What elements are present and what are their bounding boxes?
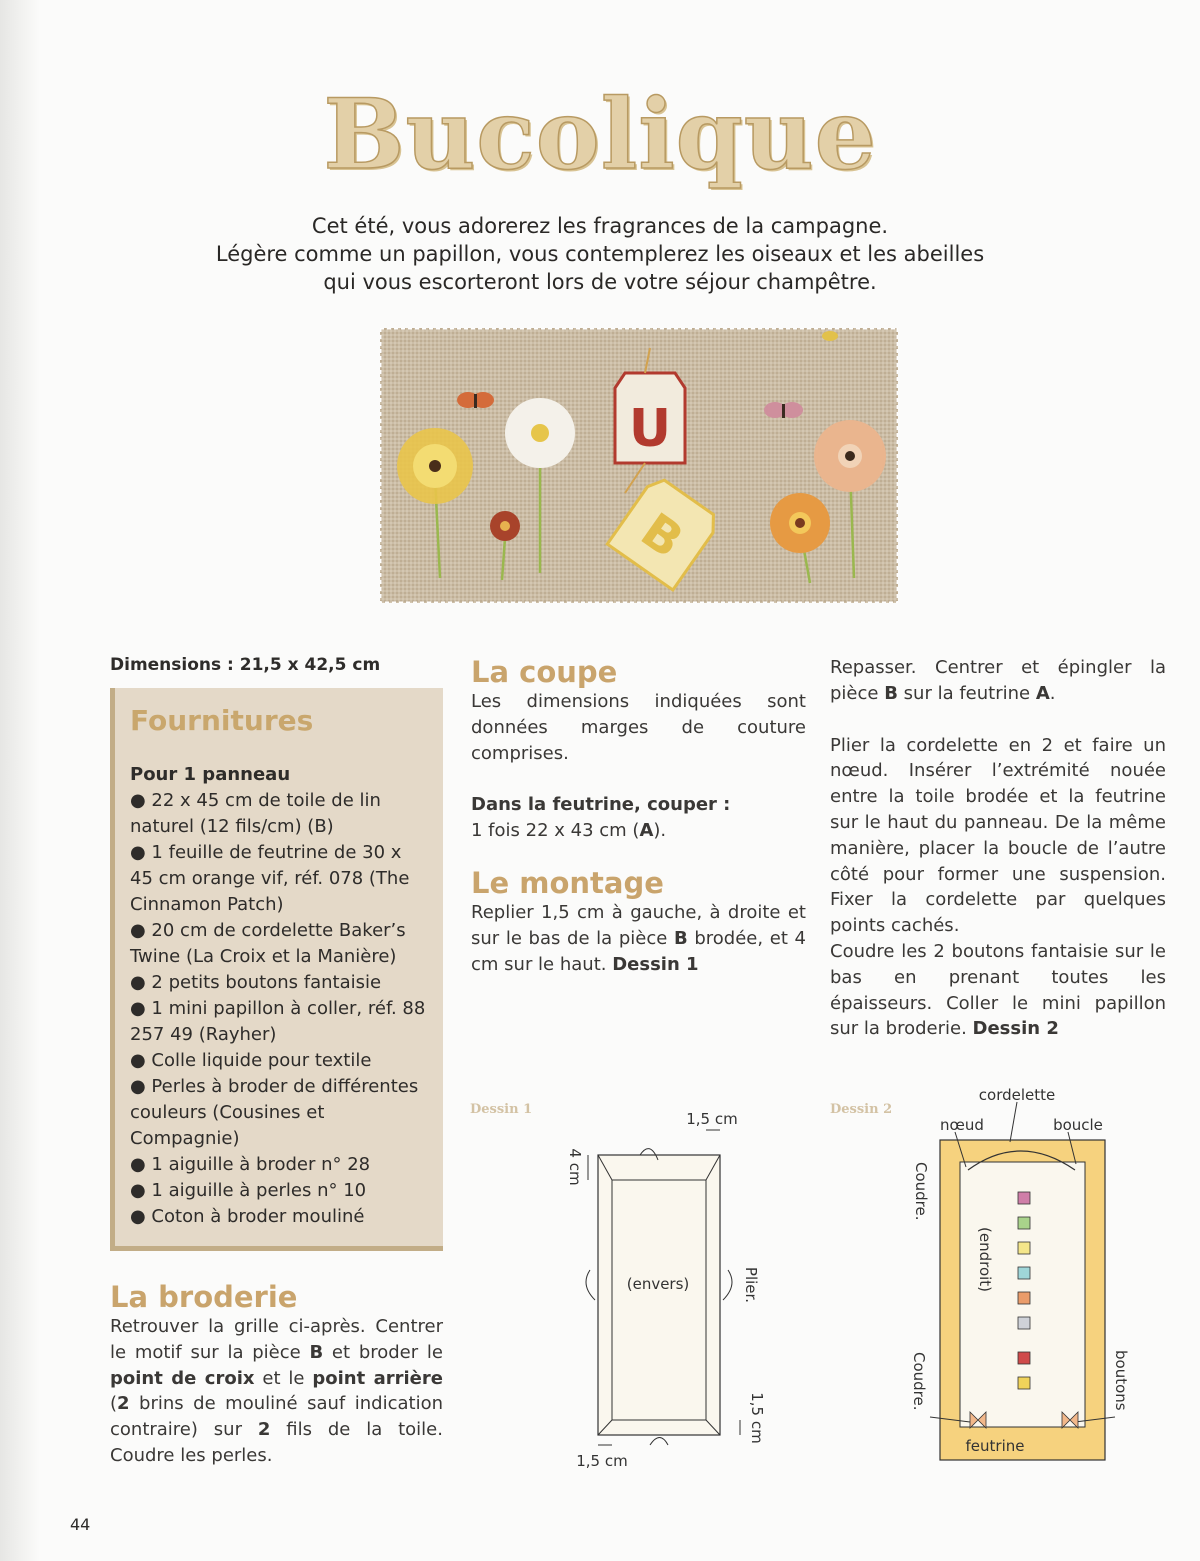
letter-tag-u: [615, 373, 685, 463]
list-item: ● 22 x 45 cm de toile de lin naturel (12 fils/cm) (B): [130, 790, 381, 837]
list-item: ● Coton à broder mouliné: [130, 1206, 365, 1227]
list-item: ● 20 cm de cordelette Baker’s Twine (La Croix et la Manière): [130, 920, 406, 967]
montage-title: Le montage: [471, 865, 664, 900]
intro-line: Cet été, vous adorerez les fragrances de la campagne.: [311, 214, 889, 238]
montage-text: Replier 1,5 cm à gauche, à droite et sur le bas de la pièce B brodée, et 4 cm sur le haut. Dessin 1: [471, 901, 806, 975]
coupe-section: [471, 655, 806, 977]
embroidery-photo: [380, 328, 898, 603]
fournitures-box: [110, 688, 443, 1251]
assembly-section: [830, 655, 1166, 1042]
dessin1-center-label: (envers): [626, 1275, 690, 1293]
assembly-paragraph: Coudre les 2 boutons fantaisie sur le bas en prenant toutes les épaisseurs. Coller le mini papillon sur la broderie. Dessin 2: [830, 940, 1166, 1040]
orange-flower-icon: [770, 493, 830, 553]
assembly-paragraph: Repasser. Centrer et épingler la pièce B sur la feutrine A.: [830, 657, 1166, 704]
fournitures-list: [130, 762, 430, 1230]
list-item: ● 1 mini papillon à coller, réf. 88 257 49 (Rayher): [130, 998, 426, 1045]
broderie-text: Retrouver la grille ci-après. Centrer le motif sur la pièce B et broder le point de croix et le point arrière (2 brins de mouliné sauf indication contraire) sur 2 fils de la toile. Coudre les perles.: [110, 1316, 443, 1466]
dessin1-right-dim: 1,5 cm: [748, 1392, 766, 1444]
white-daisy-icon: [505, 398, 575, 468]
page-title: Bucolique: [323, 78, 877, 191]
dessin2-diagram: [900, 1082, 1140, 1482]
intro-text: [150, 212, 1050, 296]
coupe-title: La coupe: [471, 655, 618, 689]
fournitures-heading: Pour 1 panneau: [130, 764, 291, 785]
fournitures-title: Fournitures: [130, 704, 314, 737]
dessin2-noeud-label: nœud: [940, 1116, 984, 1134]
dessin2-coudre-bottom: Coudre.: [910, 1352, 928, 1411]
page-gutter-shadow: [0, 0, 40, 1561]
broderie-title: La broderie: [110, 1280, 298, 1314]
coupe-instruction: 1 fois 22 x 43 cm (A).: [471, 820, 667, 842]
dessin2-boucle-label: boucle: [1053, 1116, 1103, 1134]
svg-text:U: U: [628, 399, 672, 459]
dessin2-boutons-label: boutons: [1112, 1350, 1130, 1411]
bee-icon: [822, 331, 838, 341]
assembly-paragraph: Plier la cordelette en 2 et faire un nœud. Insérer l’extrémité nouée entre la toile brodée et la feutrine sur le haut du panneau. De la même manière, placer la boucle de l’autre côté pour former une suspension. Fixer la cordelette par quelques points cachés.: [830, 734, 1166, 937]
broderie-section: [110, 1280, 443, 1469]
dessin1-diagram: [540, 1100, 800, 1480]
list-item: ● Colle liquide pour textile: [130, 1050, 372, 1071]
dessin2-label: Dessin 2: [830, 1102, 893, 1117]
dessin1-bottom-dim: 1,5 cm: [576, 1452, 628, 1470]
pink-flower-icon: [814, 420, 886, 492]
dessin1-left-dim: 4 cm: [566, 1148, 584, 1186]
dessin2-coudre-top: Coudre.: [912, 1162, 930, 1221]
red-flower-icon: [490, 511, 520, 541]
page-number: 44: [70, 1515, 91, 1534]
dessin2-cordelette-label: cordelette: [978, 1086, 1056, 1104]
list-item: ● 1 feuille de feutrine de 30 x 45 cm orange vif, réf. 078 (The Cinnamon Patch): [130, 842, 410, 915]
svg-text:B: B: [630, 502, 693, 570]
intro-line: Légère comme un papillon, vous contemplerez les oiseaux et les abeilles: [215, 242, 985, 266]
dessin2-endroit-label: (endroit): [976, 1227, 994, 1293]
coupe-text: Les dimensions indiquées sont données marges de couture comprises.: [471, 691, 806, 764]
list-item: ● 2 petits boutons fantaisie: [130, 972, 382, 993]
butterfly-icon: [457, 392, 494, 408]
coupe-subheading: Dans la feutrine, couper :: [471, 794, 731, 816]
butterfly-icon: [764, 402, 803, 418]
list-item: ● 1 aiguille à perles n° 10: [130, 1180, 367, 1201]
list-item: ● 1 aiguille à broder n° 28: [130, 1154, 371, 1175]
dessin1-top-dim: 1,5 cm: [686, 1110, 738, 1128]
yellow-flower-icon: [397, 428, 473, 504]
list-item: ● Perles à broder de différentes couleurs (Cousines et Compagnie): [130, 1076, 419, 1149]
dessin1-fold-label: Plier.: [742, 1266, 760, 1304]
dessin1-label: Dessin 1: [470, 1102, 533, 1117]
intro-line: qui vous escorteront lors de votre séjour champêtre.: [323, 270, 877, 294]
dessin2-feutrine-label: feutrine: [965, 1437, 1025, 1455]
dimensions: Dimensions : 21,5 x 42,5 cm: [110, 655, 381, 675]
